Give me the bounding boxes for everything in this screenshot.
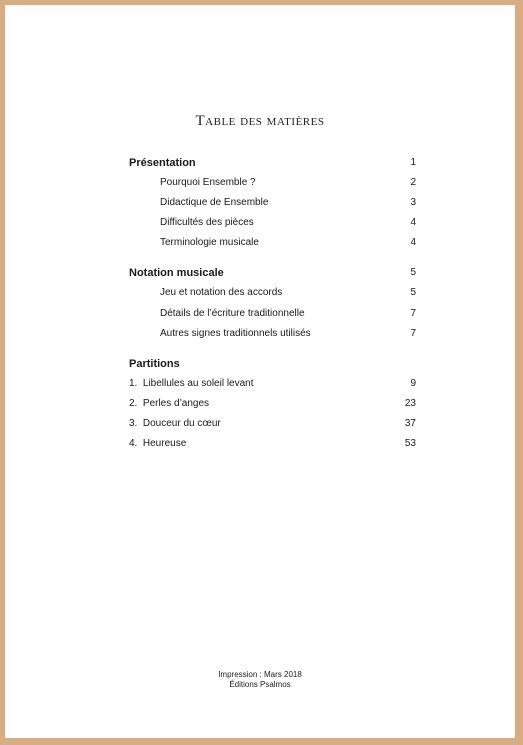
- toc-entry-label: Didactique de Ensemble: [160, 197, 269, 208]
- toc-page-number: 7: [410, 308, 416, 319]
- toc-page-number: 1: [410, 157, 416, 168]
- toc-page-number: 3: [410, 197, 416, 208]
- toc-section-label: Notation musicale: [129, 267, 224, 279]
- toc-entry: [129, 398, 416, 410]
- toc-page-number: 37: [404, 418, 416, 429]
- toc-page-number: 4: [410, 217, 416, 228]
- toc-entry-label: Difficultés des pièces: [160, 217, 254, 228]
- toc-entry-label: Pourquoi Ensemble ?: [160, 177, 256, 188]
- toc-entry: [129, 378, 416, 390]
- toc-entry-label: 4. Heureuse: [129, 438, 187, 449]
- toc-entry-label: Terminologie musicale: [160, 237, 259, 248]
- toc-section-label: Partitions: [129, 358, 180, 370]
- toc-entry-label: Détails de l’écriture traditionnelle: [160, 308, 305, 319]
- document-page: [5, 5, 515, 738]
- toc-page-number: 2: [410, 177, 416, 188]
- toc-entry: [129, 308, 416, 320]
- toc-page-number: 4: [410, 237, 416, 248]
- toc-entry: [129, 438, 416, 450]
- toc-entry: [129, 177, 416, 189]
- toc-section-presentation: [129, 157, 416, 169]
- toc-page-number: 9: [410, 378, 416, 389]
- toc-entry-label: 1. Libellules au soleil levant: [129, 378, 254, 389]
- toc-entry-label: Autres signes traditionnels utilisés: [160, 328, 311, 339]
- toc-entry: [129, 328, 416, 340]
- toc-entry: [129, 287, 416, 299]
- toc-page-number: 7: [410, 328, 416, 339]
- page-title: Table des matières: [195, 113, 325, 129]
- toc-page-number: 53: [404, 438, 416, 449]
- publisher-name: Éditions Psalmos: [229, 680, 291, 689]
- toc-entry: [129, 197, 416, 209]
- imprint-footer: [5, 670, 515, 690]
- toc-page-number: 23: [404, 398, 416, 409]
- toc-page-number: 5: [410, 287, 416, 298]
- toc-entry-label: 3. Douceur du cœur: [129, 418, 221, 429]
- toc-section-partitions: [129, 358, 416, 370]
- printing-date: Impression : Mars 2018: [218, 670, 302, 679]
- toc-entry: [129, 217, 416, 229]
- toc-entry-label: Jeu et notation des accords: [160, 287, 283, 298]
- toc-section-notation-musicale: [129, 267, 416, 279]
- toc-page-number: 5: [410, 267, 416, 278]
- toc-entry-label: 2. Perles d’anges: [129, 398, 210, 409]
- toc-entry: [129, 418, 416, 430]
- toc-section-label: Présentation: [129, 157, 196, 169]
- toc-entry: [129, 237, 416, 249]
